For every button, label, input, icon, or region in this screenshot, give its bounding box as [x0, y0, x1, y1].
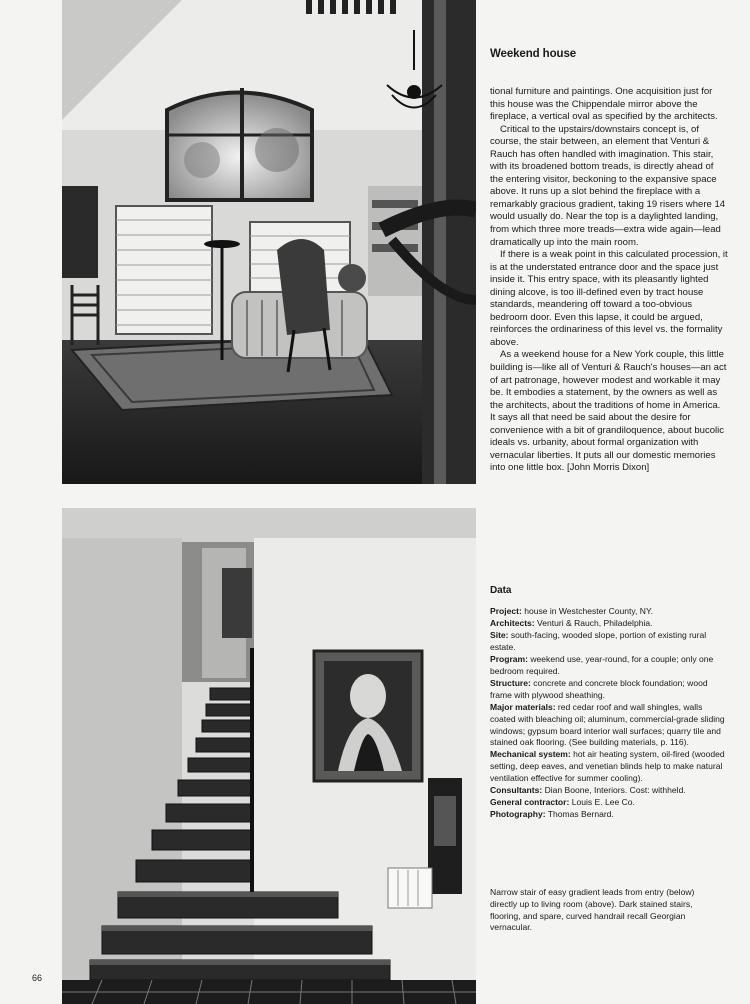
data-item: Consultants: Dian Boone, Interiors. Cost: withheld.: [490, 785, 686, 796]
data-list: [490, 606, 728, 821]
data-item: General contractor: Louis E. Lee Co.: [490, 797, 635, 808]
data-item: Mechanical system: hot air heating system, oil-fired (wooded setting, deep eaves, and venetian blinds help to make natural ventilation effective for summer cooling).: [490, 749, 725, 784]
article-body: [490, 86, 728, 475]
article-paragraph: tional furniture and paintings. One acquisition just for this house was the Chippendale mirror above the fireplace, a vertical oval as specified by the architects.: [490, 86, 718, 123]
data-item: Program: weekend use, year-round, for a couple; only one bedroom required.: [490, 653, 714, 676]
data-item: Photography: Thomas Bernard.: [490, 809, 614, 820]
data-item: Project: house in Westchester County, NY.: [490, 606, 653, 616]
article-paragraph: If there is a weak point in this calculated procession, it is at the understated entrance door and the space just inside it. This entry space, with its pleasantly lighted dining alcove, is too ill-defined even by tract house standards, meandering off toward a too-obvious bedroom door. Even this lapse, it could be argued, reinforces the ordinariness of this level vs. the formality above.: [490, 249, 728, 348]
data-heading: Data: [490, 585, 512, 596]
data-item: Major materials: red cedar roof and wall shingles, walls coated with bleaching oil; aluminum, commercial-grade sliding windows; gypsum board interior wall surfaces; quarry tile and stained oak flooring. (See building materials, p. 116).: [490, 701, 725, 748]
page-number: 66: [32, 973, 43, 983]
photo-caption: Narrow stair of easy gradient leads from entry (below) directly up to living room (above). Dark stained stairs, flooring, and spare, curved handrail recall Georgian vernacular.: [490, 887, 695, 933]
stair-photo: [62, 508, 476, 1004]
article-heading: Weekend house: [490, 48, 577, 60]
data-item: Architects: Venturi & Rauch, Philadelphia.: [490, 617, 653, 628]
data-item: Site: south-facing, wooded slope, portion of existing rural estate.: [490, 629, 707, 652]
article-paragraph: As a weekend house for a New York couple, this little building is—like all of Venturi & Rauch's houses—an act of art patronage, however modest and workable it may be. It embodies a statement, by the owners as well as the architects, about the traditions of home in America. It says all that need be said about the desire for convenience with a bit of grandiloquence, about bucolic ideals vs. urbanity, about formal organization with vernacular liberties. It puts all our domestic memories into one little box. [John Morris Dixon]: [490, 349, 727, 474]
living-room-photo: [62, 0, 476, 484]
article-paragraph: Critical to the upstairs/downstairs concept is, of course, the stair between, an element that Venturi & Rauch has often handled with imagination. This stair, with its broadened bottom treads, is directly ahead of the entering visitor, beckoning to the expansive space above. It runs up a slot behind the fireplace with a remarkably gracious gradient, taking 19 risers where 14 would usually do. Near the top is a daylighted landing, from which three more treads—extra wide again—lead dramatically up into the main room.: [490, 123, 726, 248]
data-item: Structure: concrete and concrete block foundation; wood frame with plywood sheathing.: [490, 677, 708, 700]
